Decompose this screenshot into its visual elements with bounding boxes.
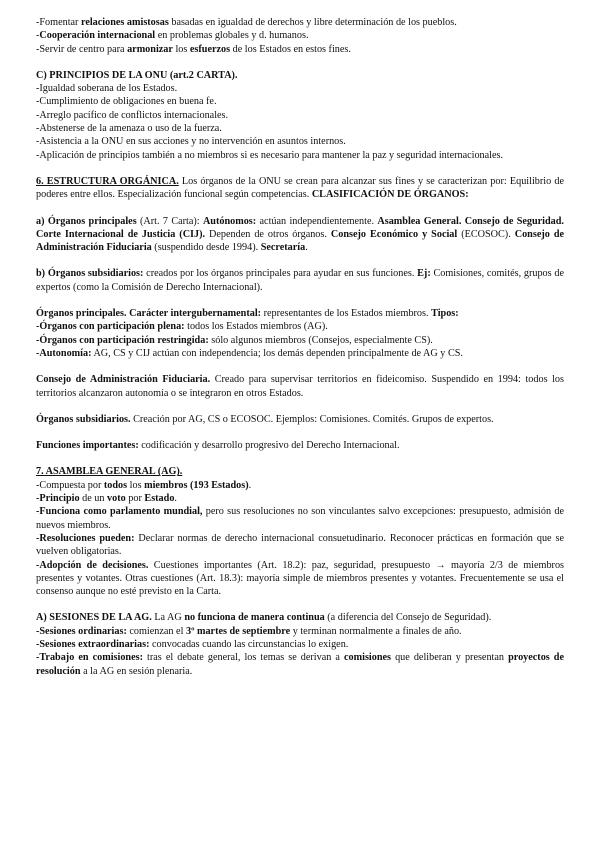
principle-item: -Asistencia a la ONU en sus acciones y no intervención en asuntos internos. bbox=[36, 136, 346, 148]
structure-heading: 6. ESTRUCTURA ORGÁNICA. bbox=[36, 175, 179, 187]
purpose-line: -Cooperación internacional en problemas globales y d. humanos. bbox=[36, 30, 309, 42]
principal-detail-line: -Órganos con participación plena: todos los Estados miembros (AG). bbox=[36, 321, 328, 333]
principal-detail-line: Órganos principales. Carácter intergubernamental: representantes de los Estados miembros. Tipos: bbox=[36, 308, 459, 320]
principal-detail-line: -Órganos con participación restringida: sólo algunos miembros (Consejos, especialmente CS). bbox=[36, 334, 433, 346]
principle-item: -Aplicación de principios también a no miembros si es necesario para mantener la paz y seguridad internacionales. bbox=[36, 149, 504, 161]
structure-paragraph: 6. ESTRUCTURA ORGÁNICA. Los órganos de la ONU se crean para alcanzar sus fines y se caracterizan por: Equilibrio de poderes entre ellos. Especialización funcional según competencias. CLASIFICACIÓN DE ÓRGANOS: bbox=[36, 175, 564, 201]
principles-heading: C) PRINCIPIOS DE LA ONU (art.2 CARTA). bbox=[36, 69, 238, 81]
functions-line: Funciones importantes: codificación y desarrollo progresivo del Derecho Internacional. bbox=[36, 440, 400, 452]
assembly-paragraph: -Adopción de decisiones. Cuestiones importantes (Art. 18.2): paz, seguridad, presupuesto → mayoría 2/3 de miembros presentes y votantes. Otras cuestiones (Art. 18.3): mayoría simple de miembros presentes y votantes. Frecuentemente se usa el consenso aunque no esté previsto en la Carta. bbox=[36, 559, 564, 598]
assembly-line: -Compuesta por todos los miembros (193 Estados). bbox=[36, 479, 252, 491]
assembly-paragraph: -Funciona como parlamento mundial, pero sus resoluciones no son vinculantes salvo excepciones: presupuesto, admisión de nuevos miembros. bbox=[36, 506, 565, 531]
trusteeship-paragraph: Consejo de Administración Fiduciaria. Creado para supervisar territorios en fideicomiso. Suspendido en 1994: todos los territorios alcanzaron autonomía o se integraron en otros Estados. bbox=[36, 374, 564, 399]
assembly-line: -Principio de un voto por Estado. bbox=[36, 493, 177, 505]
purpose-line: -Fomentar relaciones amistosas basadas en igualdad de derechos y libre determinación de los pueblos. bbox=[36, 17, 457, 28]
principle-item: -Igualdad soberana de los Estados. bbox=[36, 83, 178, 95]
purpose-line: -Servir de centro para armonizar los esfuerzos de los Estados en estos fines. bbox=[36, 43, 351, 55]
principal-detail-line: -Autonomía: AG, CS y CIJ actúan con independencia; los demás dependen principalmente de AG y CS. bbox=[36, 347, 463, 359]
sessions-line: A) SESIONES DE LA AG. La AG no funciona de manera continua (a diferencia del Consejo de Seguridad). bbox=[36, 612, 492, 624]
subsidiary-summary: Órganos subsidiarios. Creación por AG, CS o ECOSOC. Ejemplos: Comisiones. Comités. Grupos de expertos. bbox=[36, 413, 494, 425]
sessions-paragraph: -Trabajo en comisiones: tras el debate general, los temas se derivan a comisiones que deliberan y presentan proyectos de resolución a la AG en sesión plenaria. bbox=[36, 652, 564, 677]
principle-item: -Cumplimiento de obligaciones en buena fe. bbox=[36, 96, 217, 108]
principal-organs-paragraph: a) Órganos principales (Art. 7 Carta): Autónomos: actúan independientemente. Asamblea General. Consejo de Seguridad. Corte Internacional de Justicia (CIJ). Dependen de otros órganos. Consejo Económico y Social (ECOSOC). Consejo de Administración Fiduciaria (suspendido desde 1994). Secretaría. bbox=[36, 215, 565, 254]
assembly-heading: 7. ASAMBLEA GENERAL (AG). bbox=[36, 466, 183, 478]
principle-item: -Arreglo pacífico de conflictos internacionales. bbox=[36, 109, 229, 121]
subsidiary-organs-paragraph: b) Órganos subsidiarios: creados por los órganos principales para ayudar en sus funciones. Ej: Comisiones, comités, grupos de expertos (como la Comisión de Derecho Internacional). bbox=[36, 268, 564, 293]
assembly-paragraph: -Resoluciones pueden: Declarar normas de derecho internacional consuetudinario. Reconocer prácticas en formación que se vuelven obligatorias. bbox=[36, 532, 564, 558]
principle-item: -Abstenerse de la amenaza o uso de la fuerza. bbox=[36, 123, 222, 135]
sessions-line: -Sesiones ordinarias: comienzan el 3º martes de septiembre y terminan normalmente a finales de año. bbox=[36, 625, 462, 637]
sessions-line: -Sesiones extraordinarias: convocadas cuando las circunstancias lo exigen. bbox=[36, 638, 349, 650]
document-page bbox=[36, 16, 564, 678]
